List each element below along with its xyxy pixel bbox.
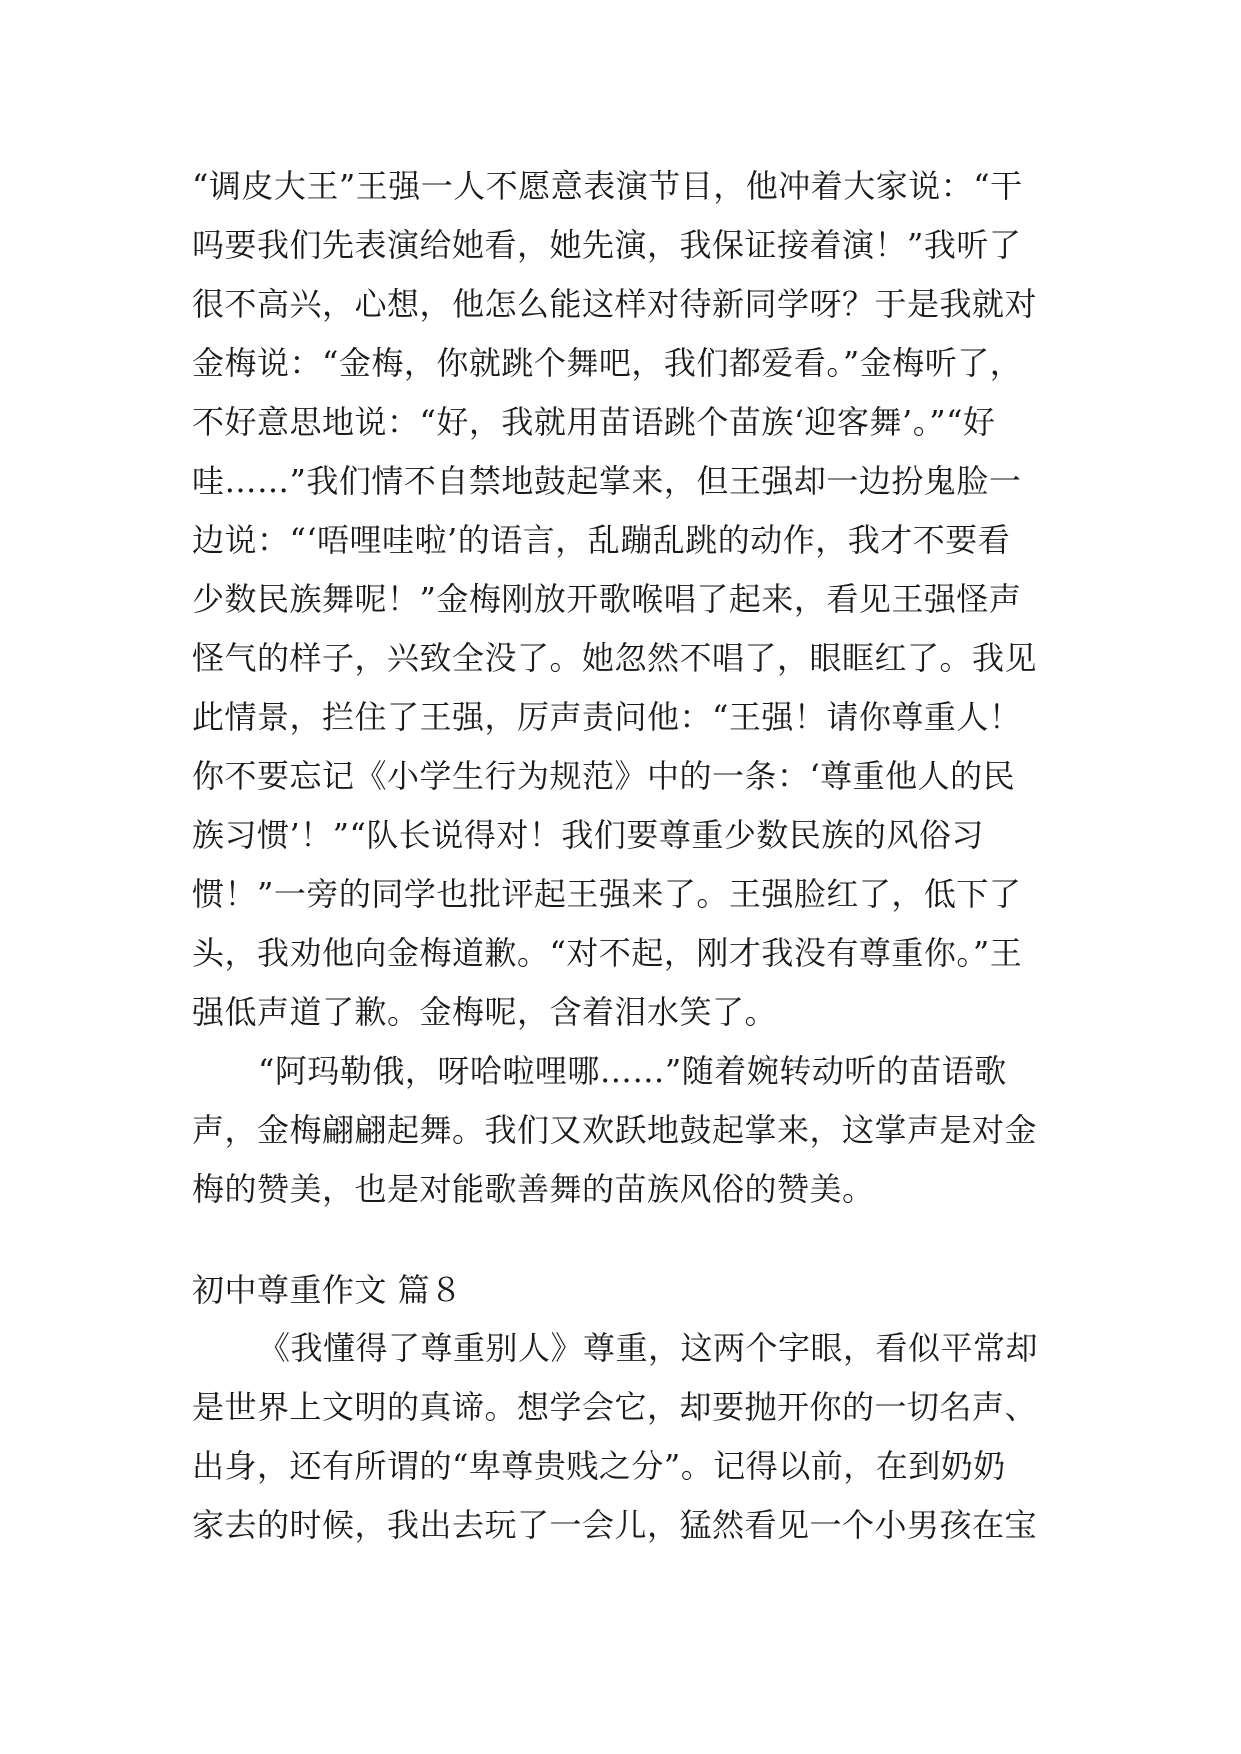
paragraph-line: 你不要忘记《小学生行为规范》中的一条：‘尊重他人的民 — [192, 757, 1016, 795]
paragraph-line: 家去的时候，我出去玩了一会儿，猛然看见一个小男孩在宝 — [192, 1506, 1038, 1544]
paragraph-line: 梅的赞美，也是对能歌善舞的苗族风俗的赞美。 — [192, 1170, 875, 1208]
paragraph-line: 头，我劝他向金梅道歉。“对不起，刚才我没有尊重你。”王 — [192, 934, 1023, 972]
paragraph-line: 少数民族舞呢！”金梅刚放开歌喉唱了起来，看见王强怪声 — [192, 580, 1022, 618]
paragraph-line: 边说：“‘唔哩哇啦’的语言，乱蹦乱跳的动作，我才不要看 — [192, 521, 1011, 559]
paragraph-line: 出身，还有所谓的“卑尊贵贱之分”。记得以前，在到奶奶 — [192, 1447, 1006, 1485]
paragraph-line: “阿玛勒俄，呀哈啦哩哪……”随着婉转动听的苗语歌 — [258, 1052, 1007, 1090]
paragraph-line: 《我懂得了尊重别人》尊重，这两个字眼，看似平常却 — [258, 1329, 1039, 1367]
paragraph-line: 吗要我们先表演给她看，她先演，我保证接着演！”我听了 — [192, 226, 1022, 264]
paragraph-line: 此情景，拦住了王强，厉声责问他：“王强！请你尊重人！ — [192, 698, 1022, 736]
paragraph-line: 族习惯’！”“队长说得对！我们要尊重少数民族的风俗习 — [192, 816, 984, 854]
paragraph-line: 很不高兴，心想，他怎么能这样对待新同学呀？于是我就对 — [192, 285, 1038, 323]
paragraph-line: 不好意思地说：“好，我就用苗语跳个苗族‘迎客舞’。”“好 — [192, 403, 996, 441]
paragraph-line: “调皮大王”王强一人不愿意表演节目，他冲着大家说：“干 — [192, 167, 1023, 205]
paragraph-line: 金梅说：“金梅，你就跳个舞吧，我们都爱看。”金梅听了， — [192, 344, 1023, 382]
paragraph-line: 声，金梅翩翩起舞。我们又欢跃地鼓起掌来，这掌声是对金 — [192, 1111, 1038, 1149]
paragraph-line: 惯！”一旁的同学也批评起王强来了。王强脸红了，低下了 — [192, 875, 1022, 913]
paragraph-line: 哇……”我们情不自禁地鼓起掌来，但王强却一边扮鬼脸一 — [192, 462, 1022, 500]
paragraph-line: 是世界上文明的真谛。想学会它，却要抛开你的一切名声、 — [192, 1388, 1038, 1426]
paragraph-line: 怪气的样子，兴致全没了。她忽然不唱了，眼眶红了。我见 — [192, 639, 1038, 677]
section-heading: 初中尊重作文 篇８ — [192, 1271, 463, 1309]
paragraph-line: 强低声道了歉。金梅呢，含着泪水笑了。 — [192, 993, 778, 1031]
